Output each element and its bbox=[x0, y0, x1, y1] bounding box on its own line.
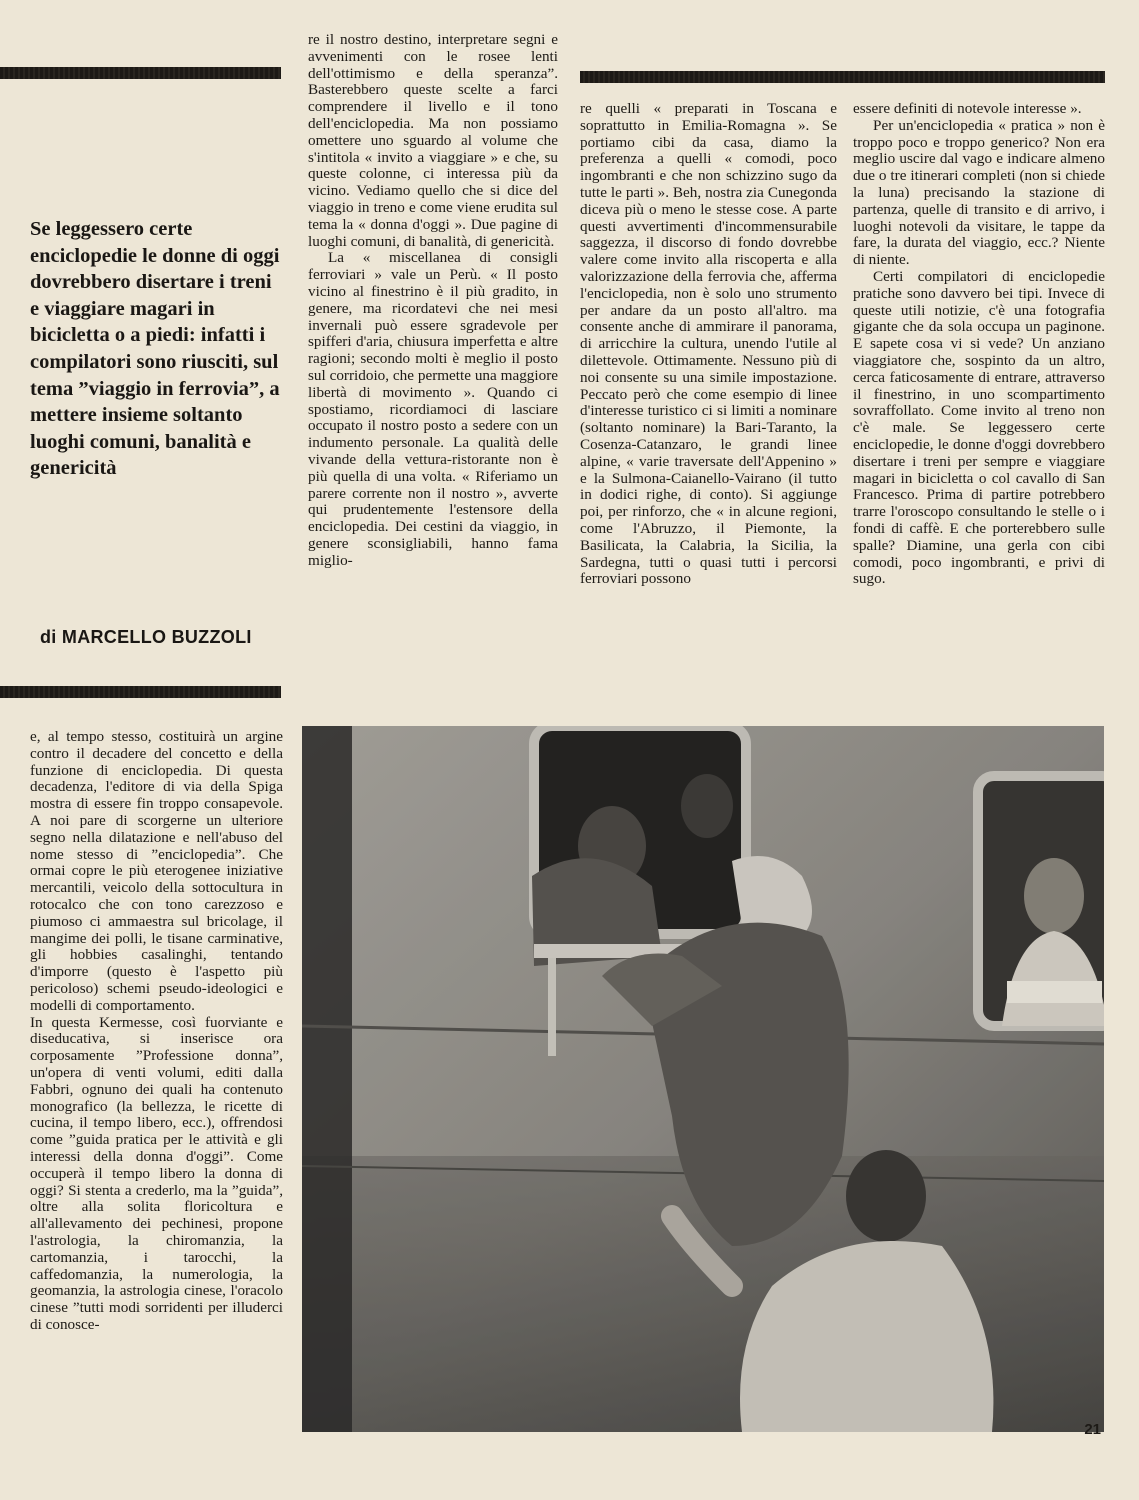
photograph-illustration bbox=[302, 726, 1104, 1432]
paragraph: La « miscellanea di consigli ferroviari » vale un Perù. « Il posto vicino al finestrino è il più gradito, in genere, ma ricordatevi che nei mesi invernali può essere sgradevole per spifferi d'aria, chiusura imperfetta e altre ragioni; secondo molti è meglio il posto sul corridoio, che permette una maggiore libertà di movimento ». Quando ci spostiamo, ricordiamoci di lasciare occupato il nostro posto a sedere con un indumento personale. La qualità delle vivande della vettura-ristorante non è più quella di una volta. « Riferiamo un parere corrente non il nostro », avverte qui prudentemente l'estensore della enciclopedia. Dei cestini da viaggio, in genere sconsigliabili, hanno fama miglio- bbox=[308, 249, 558, 569]
column-fourth bbox=[853, 101, 1105, 588]
byline: di MARCELLO BUZZOLI bbox=[40, 627, 252, 647]
paragraph: Per un'enciclopedia « pratica » non è troppo poco e troppo generico? Non era meglio uscire dal vago e indicare almeno due o tre itinerari completi (non si chiede la luna) precisando la stazione di partenza, quelle di transito e di arrivo, i luoghi notevoli da visitare, le tappe da fare, la durata del viaggio, ecc.? Niente di niente. bbox=[853, 116, 1105, 269]
headline: Se leggessero certe enciclopedie le donne di oggi dovrebbero disertare i treni e viaggiare magari in bicicletta o a piedi: infatti i compilatori sono riusciti, sul tema ”viaggio in ferrovia”, a mettere insieme soltanto luoghi comuni, banalità e genericità bbox=[30, 218, 280, 480]
column-left bbox=[30, 729, 283, 1334]
train-photograph bbox=[302, 726, 1104, 1432]
column-third bbox=[580, 101, 837, 588]
paragraph: re quelli « preparati in Toscana e soprattutto in Emilia-Romagna ». Se portiamo cibi da casa, diamo la preferenza a quelli « comodi, poco ingombranti e che non schizzino sugo da tutte le parti ». Beh, nostra zia Cunegonda diceva più o meno le stesse cose. A parte questi avvertimenti d'incommensurabile saggezza, il discorso di fondo dovrebbe valere come invito alla riscoperta e alla valorizzazione della ferrovia che, afferma l'enciclopedia, non è solo uno strumento per andare da un posto all'altro. ma consente anche di ammirare il panorama, di arricchire la cultura, unendo l'utile al dilettevole. Ottimamente. Nessuno più di noi consente su una simile impostazione. Peccato però che come esempio di linee d'interesse turistico ci si limiti a nominare (soltanto nominare) la Bari-Taranto, la Cosenza-Catanzaro, le grandi linee alpine, « varie traversate dell'Appenino » e la Sulmona-Caianello-Vairano (il tutto in dodici righe, di conto). Si aggiunge poi, per rinforzo, che « in alcune regioni, come l'Abruzzo, il Piemonte, la Basilicata, la Calabria, la Sicilia, la Sardegna, tutti o quasi tutti i percorsi ferroviari possono bbox=[580, 100, 837, 588]
top-right-rule bbox=[580, 71, 1105, 83]
top-left-rule bbox=[0, 67, 281, 79]
column-second bbox=[308, 32, 558, 570]
paragraph: Certi compilatori di enciclopedie pratiche sono davvero bei tipi. Invece di queste utili notizie, c'è una fotografia gigante che da sola occupa un paginone. E sapete cosa vi si vede? Un anziano viaggiatore che, sospinto da un altro, cerca faticosamente di entrare, attraverso il finestrino, in uno scompartimento sovraffollato. Come invito al treno non c'è male. Se leggessero certe enciclopedie, le donne d'oggi dovrebbero disertare i treni per sempre e viaggiare magari in bicicletta o col cavallo di San Francesco. Prima di partire potrebbero trarre l'oroscopo consultando le stelle o i fondi di caffè. E che porterebbero sulle spalle? Diamine, una gerla con cibi comodi, poco ingombranti, e privi di sugo. bbox=[853, 267, 1105, 588]
page-number: 21 bbox=[1084, 1421, 1101, 1438]
mid-left-rule bbox=[0, 686, 281, 698]
paragraph: essere definiti di notevole interesse ». bbox=[853, 100, 1082, 117]
paragraph: re il nostro destino, interpretare segni e avvenimenti con le rosee lenti dell'ottimismo e della speranza”. Basterebbero queste scelte a farci comprendere il livello e il tono dell'enciclopedia. Ma non possiamo omettere uno sguardo al volume che s'intitola « invito a viaggiare » e che, su queste colonne, ci interessa più da vicino. Vediamo quello che si dice del viaggio in treno e come viene erudita sul tema la « donna d'oggi ». Due pagine di luoghi comuni, di banalità, di genericità. bbox=[308, 31, 558, 250]
paragraph: In questa Kermesse, così fuorviante e diseducativa, si inserisce ora corposamente ”Professione donna”, un'opera di venti volumi, editi dalla Fabbri, ognuno dei quali ha contenuto monografico (la bellezza, le ricette di cucina, il tempo libero, ecc.), offrendosi come ”guida pratica per le attività e gli interessi della donna d'oggi”. Come occuperà il tempo libero la donna di oggi? Si stenta a crederlo, ma la ”guida”, oltre alla solita floricoltura e all'allevamento dei pechinesi, propone l'astrologia, la chiromanzia, la cartomanzia, i tarocchi, la caffedomanzia, la numerologia, la geomanzia, la astrologia cinese, l'oracolo cinese ”tutti modi sorridenti per illuderci di conosce- bbox=[30, 1013, 283, 1333]
paragraph: e, al tempo stesso, costituirà un argine contro il decadere del concetto e della funzione di enciclopedia. Di questa decadenza, l'editore di via della Spiga mostra di essere fin troppo consapevole. A noi pare di scorgerne un ulteriore segno nella dilatazione e nell'abuso del nome stesso di ”enciclopedia”. Che ormai copre le più eterogenee iniziative mercantili, veicolo della sottocultura in rotocalco che con tono carezzoso e piumoso ci ammaestra sul bricolage, il mangime dei polli, le tisane carminative, gli hobbies casalinghi, tentando d'imporre (questo è l'aspetto più pericoloso) schemi pseudo-ideologici e modelli di comportamento. bbox=[30, 728, 283, 1014]
